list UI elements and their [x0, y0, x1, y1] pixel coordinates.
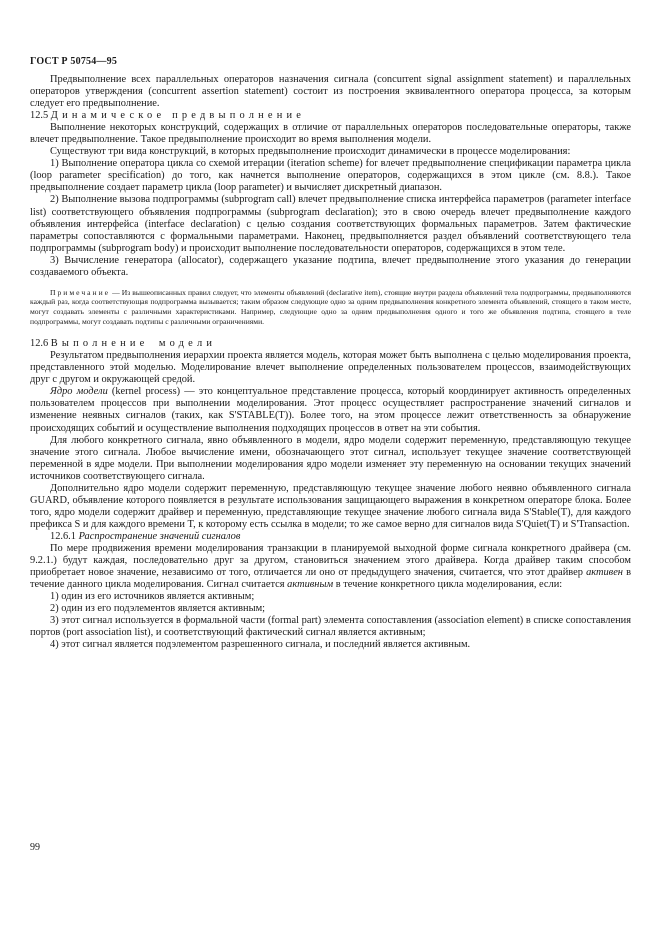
paragraph: Для любого конкретного сигнала, явно объявленного в модели, ядро модели содержит переменную, представляющую текущее значение этого сигнала. Любое вычисление имени, обозначающего этот сигнал, использует текущее значение соответствующей переменной в ядре модели. При выполнении моделирования ядро модели изменяет эту переменную на основании текущих значений источников соответствующего сигнала. — [30, 434, 631, 482]
term: Ядро модели — [50, 386, 108, 398]
section-title: Распространение значений сигналов — [78, 530, 241, 542]
section-heading-12-6 — [30, 338, 631, 350]
term: активен — [586, 567, 623, 579]
subsection-heading-12-6-1 — [30, 531, 631, 543]
term: активным — [287, 579, 334, 591]
section-heading-12-5 — [30, 110, 631, 122]
list-item: 3) Вычисление генератора (allocator), содержащего указание подтипа, влечет предвыполнение этого указания до генерации создаваемого объекта. — [30, 254, 631, 278]
page-body — [30, 74, 631, 651]
paragraph — [30, 543, 631, 591]
list-item: 1) Выполнение оператора цикла со схемой итерации (iteration scheme) for влечет предвыполнение спецификации параметра цикла (loop parameter specification) до того, как начнется выполнение операторов, содержащихся в этом цикле (см. 8.8.). Такое предвыполнение создает параметр цикла (loop parameter) и вычисляет дискретный диапазон. — [30, 158, 631, 194]
paragraph — [30, 386, 631, 434]
section-title: Динамическое предвыполнение — [50, 110, 306, 122]
list-item: 1) один из его источников является активным; — [50, 591, 255, 603]
section-number: 12.6.1 — [50, 530, 76, 542]
list-item: 2) один из его подэлементов является активным; — [50, 603, 266, 615]
paragraph: Существуют три вида конструкций, в которых предвыполнение происходит динамически в процессе моделирования: — [50, 146, 571, 158]
paragraph-text: По мере продвижения времени моделирования транзакции в планируемой выходной форме сигнала конкретного драйвера (см. 9.2.1.) будут каждая, последовательно друг за другом, становиться значением этого драйвера. Когда драйвер таким способом приобретает новое значение, независимо от того, отличается ли оно от предыдущего значения, считается, что этот драйвер — [30, 542, 631, 579]
list-item: 4) этот сигнал является подэлементом разрешенного сигнала, и последний является активным. — [50, 639, 471, 651]
paragraph: Результатом предвыполнения иерархии проекта является модель, которая может быть выполнена с целью моделирования проекта, представленного этой моделью. Моделирование влечет выполнение определенных пользователем процессов, взаимодействующих друг с другом и окружающей средой. — [30, 350, 631, 386]
list-item: 2) Выполнение вызова подпрограммы (subprogram call) влечет предвыполнение списка интерфейса параметров (parameter interface list) соответствующего объявления подпрограммы (subprogram declaration); это в свою очередь влечет предвыполнение каждого объявления интерфейса (interface declaration) с целью создания соответствующих формальных параметров. Затем фактические параметры сопоставляются с формальными параметрами. Наконец, предвыполняется раздел объявлений соответствующего тела подпрограммы (subprogram body) и происходит выполнение последовательности операторов, содержащихся в этом теле. — [30, 194, 631, 254]
paragraph: Предвыполнение всех параллельных операторов назначения сигнала (concurrent signal assignment statement) и параллельных операторов утверждения (concurrent assertion statement) состоит из построения эквивалентного оператора процесса, за которым следует его предвыполнение. — [30, 74, 631, 110]
section-number: 12.5 — [30, 110, 49, 122]
paragraph: Дополнительно ядро модели содержит переменную, представляющую текущее значение любого неявно объявленного сигнала GUARD, объявление которого появляется в результате использования защищающего выражения в конкретном операторе блока. Более того, ядро модели содержит драйвер и переменную, представляющие текущее значение любого сигнала вида S'Stable(T), для каждого префикса S и для каждого времени T, к которому есть ссылка в модели; то же самое верно для сигналов вида S'Quiet(T) и S'Transaction. — [30, 482, 631, 530]
paragraph: Выполнение некоторых конструкций, содержащих в отличие от параллельных операторов последовательные операторы, также влечет предвыполнение. Такое предвыполнение происходит во время выполнения модели. — [30, 122, 631, 146]
paragraph-text: (kernel process) — это концептуальное представление процесса, который координирует активность определенных пользователем процессов при выполнении моделирования. Этот процесс осуществляет распространение значений сигналов и изменение неявных сигналов (таких, как S'STABLE(T)). Более того, на этом процессе лежит ответственность за обнаружение происходящих событий и осуществление выполнения подходящих процессов в ответ на эти события. — [30, 386, 631, 434]
note-text: — Из вышеописанных правил следует, что элементы объявлений (declarative item), стоящие внутри раздела объявлений тела подпрограммы, предвыполняются каждый раз, когда соответствующая подпрограмма вызывается; таким образом следующие одно за одним предвыполнения конкретного элемента объявлений, стоящего в таком месте, могут создавать элементы с различными характеристиками. Например, следующие одно за одним предвыполнения одного и того же объявления подтипа, стоящего в теле подпрограммы, могут создавать подтипы с различными ограничениями. — [30, 287, 631, 326]
note-label: Примечание — [50, 287, 111, 297]
list-item: 3) этот сигнал используется в формальной части (formal part) элемента сопоставления (association element) в списке сопоставления портов (port association list), и соответствующий фактический сигнал является активным; — [30, 615, 631, 639]
paragraph-text: в течение данного цикла моделирования. Сигнал считается — [30, 567, 631, 591]
section-number: 12.6 — [30, 338, 49, 350]
section-title-part: модели — [158, 338, 217, 350]
document-header: ГОСТ Р 50754—95 — [30, 56, 118, 67]
paragraph-text: в течение конкретного цикла моделирования, если: — [333, 579, 563, 591]
note — [30, 288, 631, 326]
page-number: 99 — [30, 842, 40, 853]
section-title-part: Выполнение — [50, 338, 149, 350]
